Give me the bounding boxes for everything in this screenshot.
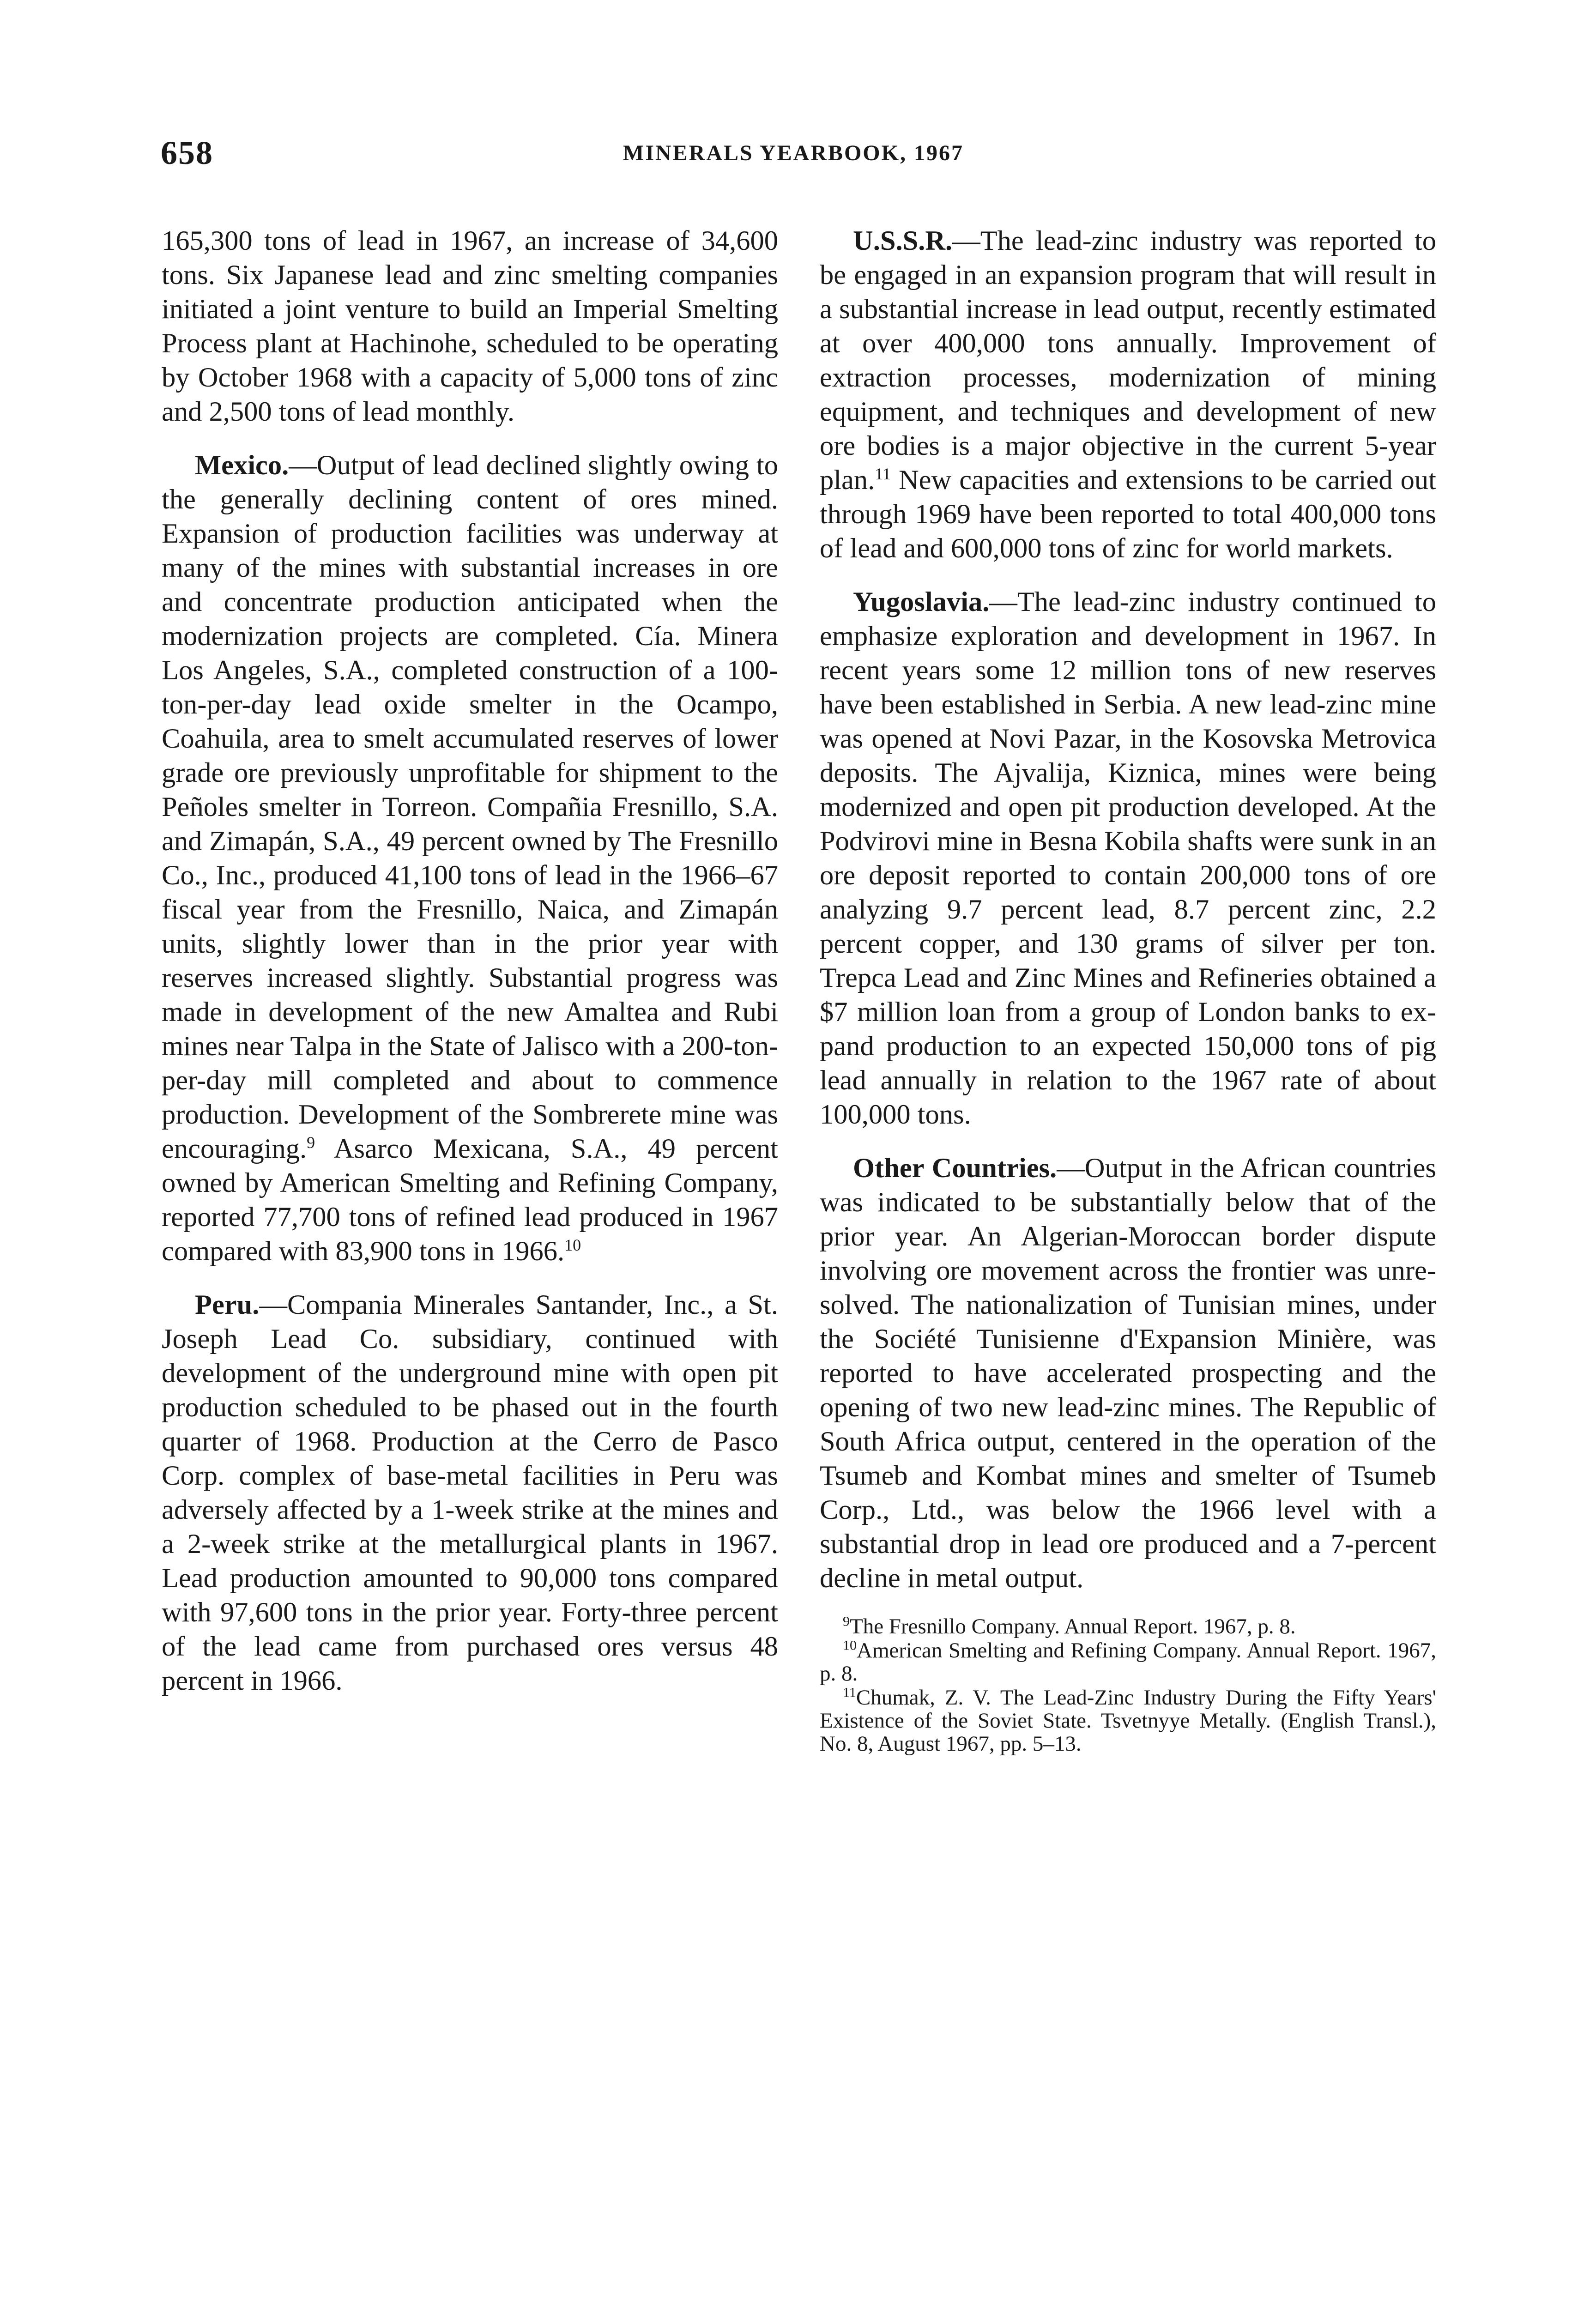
mexico-paragraph [162,448,778,1269]
footnote-text: The Fresnillo Company. Annual Report. 1967, p. 8. [850,1614,1296,1638]
other-countries-paragraph [820,1151,1436,1596]
yugoslavia-paragraph [820,585,1436,1132]
ussr-paragraph [820,224,1436,566]
mexico-heading: Mexico. [195,450,289,481]
footnote-number: 10 [843,1638,857,1653]
footnotes [820,1615,1436,1755]
footnote-11 [820,1686,1436,1755]
peru-heading: Peru. [195,1289,260,1320]
footnote-10 [820,1639,1436,1685]
left-column [162,224,778,1717]
footnote-ref-11[interactable]: 11 [875,464,891,483]
footnote-number: 11 [843,1685,856,1700]
japan-continuation-paragraph: 165,300 tons of lead in 1967, an increase of 34,600 tons. Six Japanese lead and zinc smelting companies initiated a joint venture to build an Imperial Smelting Process plant at Hachinohe, scheduled to be operating by October 1968 with a capacity of 5,000 tons of zinc and 2,500 tons of lead monthly. [162,225,778,427]
page-header [161,134,1426,189]
footnote-text: Chumak, Z. V. The Lead-Zinc Industry During the Fifty Years' Existence of the Soviet State. Tsvetnyye Metally. (English Transl.), No. 8, August 1967, pp. 5–13. [820,1686,1436,1756]
running-title: MINERALS YEARBOOK, 1967 [623,141,964,165]
yugoslavia-heading: Yugoslavia. [853,586,990,617]
footnote-number: 9 [843,1614,850,1629]
mexico-text: —Output of lead declined slightly owing to the generally declining content of ores mined. Expansion of production facilities was underway at many of the mines with substantial increases in ore and concentrate production anticipated when the modernization projects are completed. Cía. Minera Los Angeles, S.A., completed construction of a 100-ton-per-day lead oxide smelter in the Ocampo, Coahuila, area to smelt accumulated reserves of lower grade ore previously unprofitable for shipment to the Peñoles smelter in Torreon. Compañia Fresnillo, S.A. and Zimapán, S.A., 49 percent owned by The Fresnillo Co., Inc., produced 41,100 tons of lead in the 1966–67 fiscal year from the Fresnillo, Naica, and Zimapán units, slightly lower than in the prior year with reserves increased slightly. Substantial progress was made in development of the new Amaltea and Rubi mines near Talpa in the State of Jalisco with a 200-ton-per-day mill completed and about to commence production. Development of the Sombrerete mine was encouraging. [162,450,778,1164]
footnote-9 [820,1615,1436,1638]
ussr-text: —The lead-zinc industry was reported to be engaged in an expansion program that will result in a substantial increase in lead output, recently estimated at over 400,000 tons annually. Improvement of extraction processes, modernization of mining equipment, and techniques and development of new ore bodies is a major objective in the current 5-year plan. [820,225,1436,496]
peru-paragraph [162,1288,778,1698]
yugoslavia-text: —The lead-zinc industry continued to emphasize exploration and development in 1967. In recent years some 12 million tons of new reserves have been established in Serbia. A new lead-zinc mine was opened at Novi Pazar, in the Kosovska Metrovica deposits. The Ajvalija, Kiznica, mines were being modernized and open pit production developed. At the Podvirovi mine in Besna Kobila shafts were sunk in an ore deposit reported to contain 200,000 tons of ore analyzing 9.7 percent lead, 8.7 percent zinc, 2.2 percent copper, and 130 grams of silver per ton. Trepca Lead and Zinc Mines and Refineries obtained a $7 million loan from a group of London banks to expand production to an expected 150,000 tons of pig lead annually in relation to the 1967 rate of about 100,000 tons. [820,586,1436,1130]
other-countries-text: —Output in the African countries was indicated to be substantially below that of the prior year. An Algerian-Moroccan border dispute involving ore movement across the frontier was unresolved. The nationalization of Tunisian mines, under the Société Tunisienne d'Expansion Minière, was reported to have accelerated prospecting and the opening of two new lead-zinc mines. The Republic of South Africa output, centered in the operation of the Tsumeb and Kombat mines and smelter of Tsumeb Corp., Ltd., was below the 1966 level with a substantial drop in lead ore produced and a 7-percent decline in metal output. [820,1153,1436,1594]
peru-text: —Compania Minerales Santander, Inc., a St. Joseph Lead Co. subsidiary, continued with development of the underground mine with open pit production scheduled to be phased out in the fourth quarter of 1968. Production at the Cerro de Pasco Corp. complex of base-metal facilities in Peru was adversely affected by a 1-week strike at the mines and a 2-week strike at the metallurgical plants in 1967. Lead production amounted to 90,000 tons compared with 97,600 tons in the prior year. Forty-three percent of the lead came from purchased ores versus 48 percent in 1966. [162,1289,778,1696]
ussr-text-continued: New capacities and extensions to be carried out through 1969 have been reported to total 400,000 tons of lead and 600,000 tons of zinc for world markets. [820,465,1436,564]
page-number: 658 [161,134,213,171]
footnote-text: American Smelting and Refining Company. Annual Report. 1967, p. 8. [820,1638,1436,1686]
right-column [820,224,1436,1756]
other-countries-heading: Other Countries. [853,1153,1057,1184]
footnote-ref-9[interactable]: 9 [307,1133,315,1152]
mexico-text-continued: Asarco Mexicana, S.A., 49 percent owned by American Smelting and Refining Company, reported 77,700 tons of refined lead produced in 1967 compared with 83,900 tons in 1966. [162,1133,778,1267]
footnote-ref-10[interactable]: 10 [564,1235,581,1254]
ussr-heading: U.S.S.R. [853,225,953,256]
